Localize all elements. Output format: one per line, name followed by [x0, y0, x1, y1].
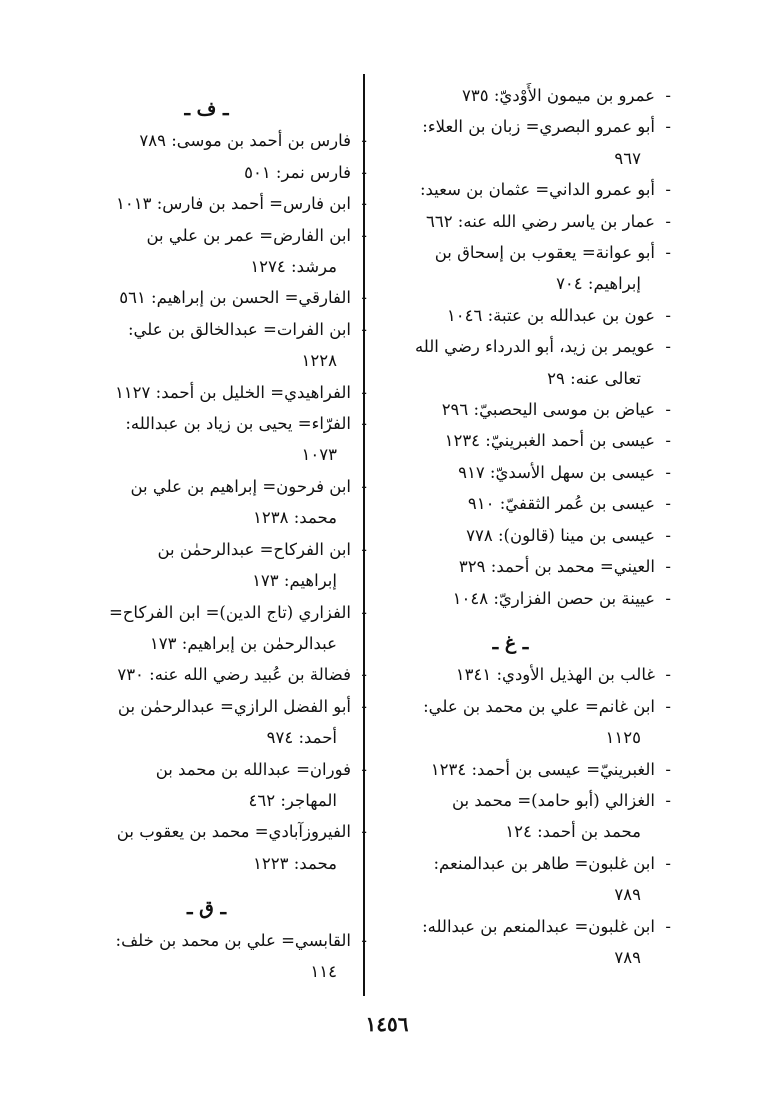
entry-continuation: تعالى عنه: ٢٩ — [547, 368, 641, 388]
entry-text: عيسى بن مينا (قالون): ٧٧٨ — [466, 525, 655, 545]
index-entry — [62, 125, 367, 156]
index-entry — [366, 237, 671, 300]
index-entry — [62, 534, 367, 597]
entry-text: ابن الفركاح= عبدالرحمٰن بن — [157, 539, 351, 559]
index-entry — [366, 488, 671, 519]
index-entry — [62, 471, 367, 534]
index-entry — [62, 659, 367, 690]
entry-continuation: ١١٤ — [310, 961, 337, 981]
entry-continuation: عبدالرحمٰن بن إبراهيم: ١٧٣ — [149, 633, 337, 653]
entry-text: الغبرينيّ= عيسى بن أحمد: ١٢٣٤ — [430, 759, 655, 779]
index-entry — [62, 220, 367, 283]
entry-continuation: محمد بن أحمد: ١٢٤ — [505, 822, 641, 842]
entry-text: عيسى بن أحمد الغبرينيّ: ١٢٣٤ — [444, 431, 655, 451]
index-entry — [366, 111, 671, 174]
entry-text: عويمر بن زيد، أبو الدرداء رضي الله — [414, 337, 655, 357]
entry-text: فارس بن أحمد بن موسى: ٧٨٩ — [139, 131, 351, 151]
entry-text: فوران= عبدالله بن محمد بن — [155, 759, 351, 779]
index-entry — [366, 659, 671, 690]
entry-text: ابن الفرات= عبدالخالق بن علي: — [127, 319, 351, 339]
entry-text: ابن غلبون= عبدالمنعم بن عبدالله: — [422, 916, 655, 936]
index-entry — [366, 848, 671, 911]
entry-continuation: ١٠٧٣ — [301, 445, 337, 465]
index-entry — [62, 377, 367, 408]
entry-text: ابن غلبون= طاهر بن عبدالمنعم: — [433, 853, 655, 873]
index-entry — [366, 80, 671, 111]
index-column-left — [62, 80, 367, 987]
entry-text: عيسى بن عُمر الثقفيّ: ٩١٠ — [467, 494, 655, 514]
section-gap — [62, 80, 367, 94]
entry-continuation: إبراهيم: ٧٠٤ — [556, 274, 641, 294]
entry-text: عون بن عبدالله بن عتبة: ١٠٤٦ — [446, 305, 655, 325]
index-entry — [62, 691, 367, 754]
section-letter-heading: ـ ق ـ — [186, 897, 227, 920]
entry-continuation: مرشد: ١٢٧٤ — [250, 257, 337, 277]
index-entry — [62, 816, 367, 879]
index-entry — [62, 754, 367, 817]
index-entry — [366, 457, 671, 488]
entry-text: ابن فارس= أحمد بن فارس: ١٠١٣ — [116, 194, 351, 214]
index-entry — [366, 425, 671, 456]
page-number: ١٤٥٦ — [365, 1012, 409, 1036]
index-entry — [366, 174, 671, 205]
section-letter-heading: ـ ف ـ — [184, 98, 229, 120]
index-entry — [366, 785, 671, 848]
index-entry — [366, 911, 671, 974]
index-column-right — [366, 80, 671, 973]
entry-text: ابن غانم= علي بن محمد بن علي: — [423, 696, 655, 716]
entry-continuation: محمد: ١٢٢٣ — [253, 853, 337, 873]
entry-continuation: محمد: ١٢٣٨ — [253, 508, 337, 528]
index-entry — [62, 314, 367, 377]
index-entry — [62, 925, 367, 988]
entry-text: الفرّاء= يحيى بن زياد بن عبدالله: — [125, 414, 351, 434]
entry-text: الفراهيدي= الخليل بن أحمد: ١١٢٧ — [114, 382, 351, 402]
entry-text: الغزالي (أبو حامد)= محمد بن — [452, 790, 655, 810]
index-entry — [366, 394, 671, 425]
entry-text: عياض بن موسى اليحصبيّ: ٢٩٦ — [441, 400, 655, 420]
index-entry — [366, 331, 671, 394]
entry-text: الفزاري (تاج الدين)= ابن الفركاح= — [108, 602, 351, 622]
section-letter-heading: ـ غ ـ — [492, 631, 529, 654]
entry-continuation: ٩٦٧ — [614, 148, 641, 168]
index-entry — [366, 206, 671, 237]
entry-text: فضالة بن عُبيد رضي الله عنه: ٧٣٠ — [117, 665, 351, 685]
index-entry — [366, 583, 671, 614]
index-entry — [62, 188, 367, 219]
index-entry — [62, 408, 367, 471]
entry-continuation: أحمد: ٩٧٤ — [266, 728, 337, 748]
index-entry — [366, 300, 671, 331]
index-entry — [62, 282, 367, 313]
entry-text: عيسى بن سهل الأسديّ: ٩١٧ — [458, 462, 655, 482]
entry-continuation: ١٢٢٨ — [301, 351, 337, 371]
index-entry — [366, 691, 671, 754]
entry-text: ابن الفارض= عمر بن علي بن — [146, 225, 351, 245]
entry-continuation: ١١٢٥ — [605, 728, 641, 748]
index-entry — [62, 597, 367, 660]
section-gap — [62, 879, 367, 893]
entry-text: عمرو بن ميمون الأَوْديّ: ٧٣٥ — [462, 86, 655, 105]
entry-text: فارس نمر: ٥٠١ — [244, 162, 351, 182]
index-entry — [366, 754, 671, 785]
entry-text: ابن فرحون= إبراهيم بن علي بن — [130, 476, 351, 496]
entry-text: العيني= محمد بن أحمد: ٣٢٩ — [458, 557, 655, 577]
section-gap — [366, 614, 671, 628]
entry-text: الفارقي= الحسن بن إبراهيم: ٥٦١ — [119, 288, 351, 308]
entry-text: عيينة بن حصن الفزاريّ: ١٠٤٨ — [452, 588, 655, 608]
entry-text: أبو عمرو الداني= عثمان بن سعيد: — [419, 180, 655, 200]
entry-continuation: ٧٨٩ — [614, 885, 641, 905]
index-entry — [366, 520, 671, 551]
index-entry — [366, 551, 671, 582]
entry-text: أبو عوانة= يعقوب بن إسحاق بن — [434, 243, 655, 263]
entry-text: أبو الفضل الرازي= عبدالرحمٰن بن — [117, 696, 351, 716]
entry-continuation: ٧٨٩ — [614, 947, 641, 967]
entry-text: عمار بن ياسر رضي الله عنه: ٦٦٢ — [425, 211, 655, 231]
entry-continuation: المهاجر: ٤٦٢ — [248, 790, 337, 810]
entry-text: القابسي= علي بن محمد بن خلف: — [115, 930, 351, 950]
entry-text: غالب بن الهذيل الأودي: ١٣٤١ — [455, 665, 655, 685]
entry-continuation: إبراهيم: ١٧٣ — [252, 571, 337, 591]
entry-text: الفيروزآبادي= محمد بن يعقوب بن — [116, 822, 351, 842]
entry-text: أبو عمرو البصري= زبان بن العلاء: — [422, 117, 655, 137]
index-entry — [62, 157, 367, 188]
